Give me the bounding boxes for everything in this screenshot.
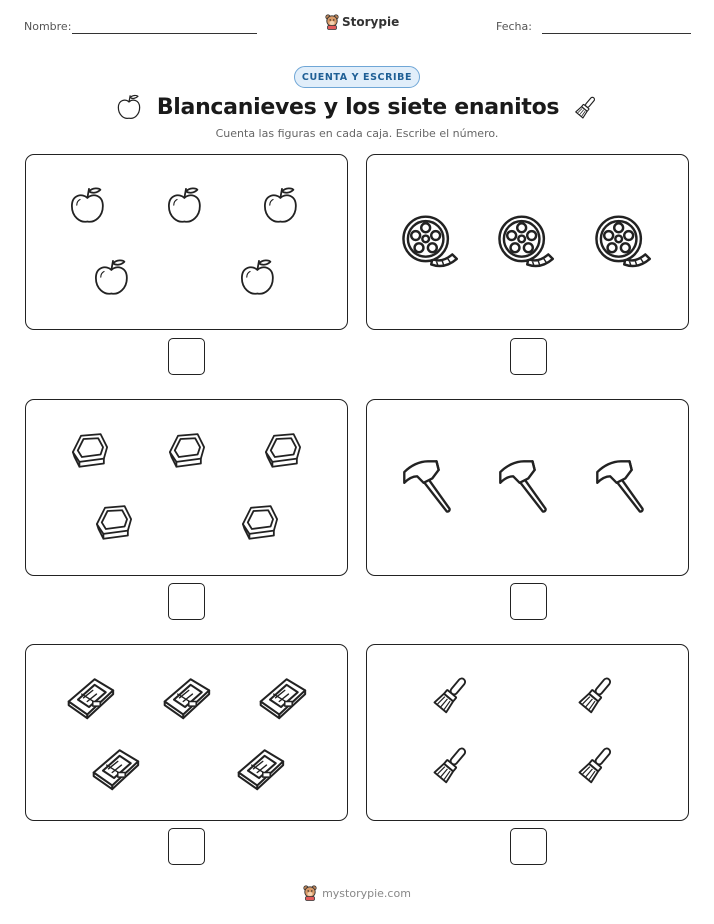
footer-url[interactable]: mystorypie.com [322, 886, 411, 900]
name-label: Nombre: [24, 20, 72, 33]
brush-icon [573, 92, 599, 122]
apple-icon [164, 182, 208, 234]
hammer-icon [496, 452, 554, 524]
coffin-icon [259, 426, 307, 474]
mousetrap-icon [232, 741, 288, 795]
activity-badge: CUENTA Y ESCRIBE [294, 66, 420, 88]
mousetrap-icon [87, 741, 143, 795]
coffin-icon [90, 498, 138, 546]
brand-logo [325, 14, 399, 30]
date-line[interactable] [542, 33, 691, 34]
apple-icon [67, 182, 111, 234]
apple-icon [260, 182, 304, 234]
answer-box-film-reels[interactable] [510, 338, 547, 375]
count-panel-brushes [366, 644, 689, 821]
apple-icon [115, 92, 143, 122]
mousetrap-icon [254, 670, 310, 724]
title-row [0, 92, 714, 122]
brush-icon [430, 670, 476, 726]
footer [0, 885, 714, 901]
film-reel-icon [397, 210, 461, 274]
coffin-icon [236, 498, 284, 546]
name-line[interactable] [72, 33, 257, 34]
apple-icon [237, 254, 281, 306]
page-title: Blancanieves y los siete enanitos [156, 94, 560, 120]
coffin-icon [163, 426, 211, 474]
hammer-icon [400, 452, 458, 524]
brush-icon [575, 670, 621, 726]
mousetrap-icon [62, 670, 118, 724]
mousetrap-icon [158, 670, 214, 724]
answer-box-coffins[interactable] [168, 583, 205, 620]
answer-box-apples[interactable] [168, 338, 205, 375]
film-reel-icon [493, 210, 557, 274]
coffin-icon [66, 426, 114, 474]
answer-box-hammers[interactable] [510, 583, 547, 620]
hammer-icon [593, 452, 651, 524]
brand-name: Storypie [342, 15, 400, 29]
instructions: Cuenta las figuras en cada caja. Escribe el número. [215, 127, 499, 140]
apple-icon [91, 254, 135, 306]
bear-mascot-icon [303, 885, 317, 901]
film-reel-icon [590, 210, 654, 274]
answer-box-mousetraps[interactable] [168, 828, 205, 865]
bear-mascot-icon [325, 14, 339, 30]
date-label: Fecha: [496, 20, 532, 33]
brush-icon [430, 740, 476, 796]
count-panel-apples [25, 154, 348, 330]
brush-icon [575, 740, 621, 796]
answer-box-brushes[interactable] [510, 828, 547, 865]
